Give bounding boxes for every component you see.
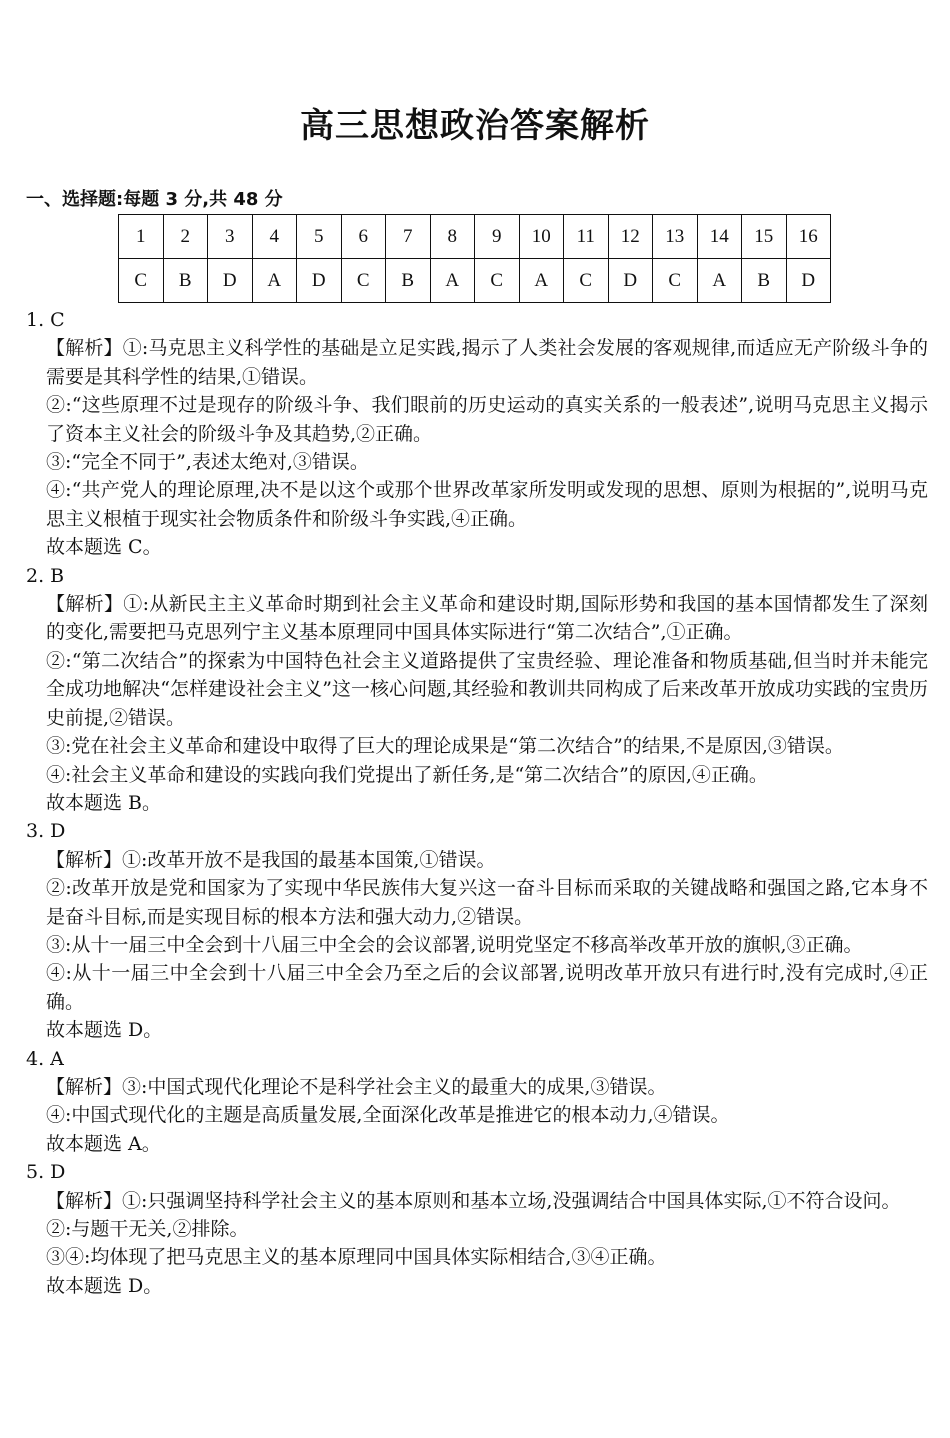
question-number-cell: 2 bbox=[163, 215, 208, 259]
conclusion-line: 故本题选 B。 bbox=[46, 791, 162, 814]
explanation-paragraph: ③④:均体现了把马克思主义的基本原理同中国具体实际相结合,③④正确。 bbox=[46, 1246, 667, 1269]
explanation-paragraph: ②:“第二次结合”的探索为中国特色社会主义道路提供了宝贵经验、理论准备和物质基础,但当时并未能完全成功地解决“怎样建设社会主义”这一核心问题,其经验和教训共同构成了后来改革开放成功实践的宝贵历史前提,②错误。 bbox=[46, 649, 928, 729]
answer-cell: D bbox=[208, 259, 253, 303]
question-number-cell: 3 bbox=[208, 215, 253, 259]
question-number-cell: 11 bbox=[564, 215, 609, 259]
explanation-paragraph: ④:从十一届三中全会到十八届三中全会乃至之后的会议部署,说明改革开放只有进行时,没有完成时,④正确。 bbox=[46, 962, 928, 1013]
answer-cell: C bbox=[653, 259, 698, 303]
answer-table bbox=[118, 214, 831, 303]
question-number-cell: 14 bbox=[697, 215, 742, 259]
answer-cell: A bbox=[697, 259, 742, 303]
question-number-cell: 1 bbox=[119, 215, 164, 259]
question-number-cell: 5 bbox=[297, 215, 342, 259]
explanation-paragraph: ②:“这些原理不过是现存的阶级斗争、我们眼前的历史运动的真实关系的一般表述”,说明马克思主义揭示了资本主义社会的阶级斗争及其趋势,②正确。 bbox=[46, 394, 928, 445]
conclusion-line: 故本题选 A。 bbox=[46, 1132, 161, 1155]
question-block bbox=[26, 1045, 928, 1159]
explanation-paragraph: ③:从十一届三中全会到十八届三中全会的会议部署,说明党坚定不移高举改革开放的旗帜,③正确。 bbox=[46, 933, 863, 956]
explanation-paragraph: ④:中国式现代化的主题是高质量发展,全面深化改革是推进它的根本动力,④错误。 bbox=[46, 1104, 730, 1127]
answer-table-answer-row bbox=[119, 259, 831, 303]
answer-cell: A bbox=[252, 259, 297, 303]
answer-cell: A bbox=[430, 259, 475, 303]
answer-cell: A bbox=[519, 259, 564, 303]
explanation-paragraph: 【解析】①:从新民主主义革命时期到社会主义革命和建设时期,国际形势和我国的基本国情都发生了深刻的变化,需要把马克思列宁主义基本原理同中国具体实际进行“第二次结合”,①正确。 bbox=[46, 593, 928, 644]
explanation-paragraph: ③:“完全不同于”,表述太绝对,③错误。 bbox=[46, 451, 369, 474]
question-number-cell: 12 bbox=[608, 215, 653, 259]
explanation-paragraph: ④:社会主义革命和建设的实践向我们党提出了新任务,是“第二次结合”的原因,④正确。 bbox=[46, 763, 768, 786]
answer-cell: C bbox=[119, 259, 164, 303]
question-block bbox=[26, 562, 928, 818]
explanation-paragraph: ②:改革开放是党和国家为了实现中华民族伟大复兴这一奋斗目标而采取的关键战略和强国之路,它本身不是奋斗目标,而是实现目标的根本方法和强大动力,②错误。 bbox=[46, 877, 928, 928]
conclusion-line: 故本题选 C。 bbox=[46, 536, 162, 559]
explanation-paragraph: 【解析】③:中国式现代化理论不是科学社会主义的最重大的成果,③错误。 bbox=[46, 1075, 667, 1098]
question-header: 5. D bbox=[26, 1161, 66, 1184]
explanation-paragraph: 【解析】①:马克思主义科学性的基础是立足实践,揭示了人类社会发展的客观规律,而适应无产阶级斗争的需要是其科学性的结果,①错误。 bbox=[46, 337, 928, 388]
explanation-paragraph: ③:党在社会主义革命和建设中取得了巨大的理论成果是“第二次结合”的结果,不是原因,③错误。 bbox=[46, 735, 844, 758]
question-number-cell: 10 bbox=[519, 215, 564, 259]
answer-cell: C bbox=[341, 259, 386, 303]
conclusion-line: 故本题选 D。 bbox=[46, 1274, 163, 1297]
answer-cell: D bbox=[786, 259, 831, 303]
page-title: 高三思想政治答案解析 bbox=[300, 106, 650, 146]
question-block bbox=[26, 1158, 928, 1300]
answer-cell: B bbox=[742, 259, 787, 303]
question-number-cell: 9 bbox=[475, 215, 520, 259]
answer-cell: B bbox=[163, 259, 208, 303]
question-block bbox=[26, 306, 928, 562]
conclusion-line: 故本题选 D。 bbox=[46, 1019, 163, 1042]
question-number-cell: 13 bbox=[653, 215, 698, 259]
explanations bbox=[26, 306, 928, 1300]
question-number-cell: 7 bbox=[386, 215, 431, 259]
explanation-paragraph: 【解析】①:改革开放不是我国的最基本国策,①错误。 bbox=[46, 848, 496, 871]
answer-cell: C bbox=[475, 259, 520, 303]
question-block bbox=[26, 817, 928, 1044]
question-number-cell: 8 bbox=[430, 215, 475, 259]
question-header: 1. C bbox=[26, 309, 65, 331]
answer-cell: D bbox=[297, 259, 342, 303]
explanation-paragraph: ④:“共产党人的理论原理,决不是以这个或那个世界改革家所发明或发现的思想、原则为根据的”,说明马克思主义根植于现实社会物质条件和阶级斗争实践,④正确。 bbox=[46, 479, 928, 530]
question-header: 3. D bbox=[26, 820, 66, 843]
question-number-cell: 16 bbox=[786, 215, 831, 259]
question-number-cell: 15 bbox=[742, 215, 787, 259]
question-header: 4. A bbox=[26, 1047, 64, 1070]
answer-cell: B bbox=[386, 259, 431, 303]
answer-table-number-row bbox=[119, 215, 831, 259]
explanation-paragraph: ②:与题干无关,②排除。 bbox=[46, 1218, 249, 1240]
question-number-cell: 4 bbox=[252, 215, 297, 259]
question-header: 2. B bbox=[26, 564, 65, 587]
answer-cell: D bbox=[608, 259, 653, 303]
question-number-cell: 6 bbox=[341, 215, 386, 259]
explanation-paragraph: 【解析】①:只强调坚持科学社会主义的基本原则和基本立场,没强调结合中国具体实际,①不符合设问。 bbox=[46, 1189, 901, 1212]
answer-cell: C bbox=[564, 259, 609, 303]
section-heading: 一、选择题:每题 3 分,共 48 分 bbox=[26, 189, 283, 210]
